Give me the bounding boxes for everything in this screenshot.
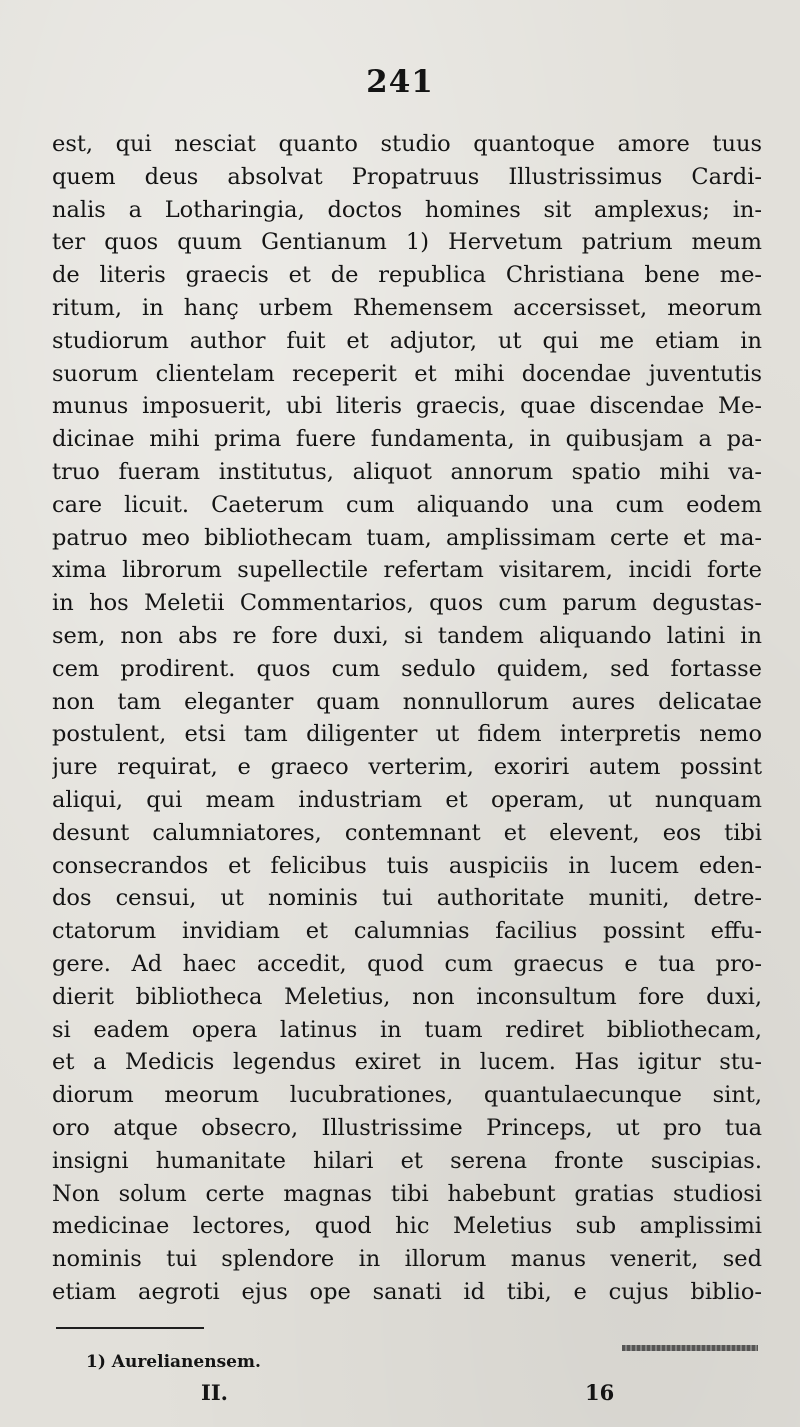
text-line: studiorum author fuit et adjutor, ut qui me etiam in xyxy=(52,327,762,354)
text-line: truo fueram institutus, aliquot annorum spatio mihi va- xyxy=(52,458,762,485)
text-line: et a Medicis legendus exiret in lucem. Has igitur stu- xyxy=(52,1049,762,1076)
text-line: diorum meorum lucubrationes, quantulaecunque sint, xyxy=(52,1082,762,1109)
footnote: 1) Aurelianensem. xyxy=(86,1352,261,1372)
body-text xyxy=(52,128,762,1309)
text-line: dos censui, ut nominis tui authoritate muniti, detre- xyxy=(52,885,762,912)
text-line: quem deus absolvat Propatruus Illustrissimus Cardi- xyxy=(52,163,762,190)
page-number: 241 xyxy=(366,64,434,100)
text-line: nominis tui splendore in illorum manus venerit, sed xyxy=(52,1246,762,1273)
text-line: suorum clientelam receperit et mihi docendae juventutis xyxy=(52,360,762,387)
text-line: est, qui nesciat quanto studio quantoque amore tuus xyxy=(52,131,762,157)
text-line: non tam eleganter quam nonnullorum aures delicatae xyxy=(52,688,762,715)
gathering-number: 16 xyxy=(585,1380,615,1405)
text-line: ctatorum invidiam et calumnias facilius possint effu- xyxy=(52,918,762,945)
print-smudge xyxy=(622,1345,758,1351)
text-line: dierit bibliotheca Meletius, non inconsultum fore duxi, xyxy=(52,983,762,1010)
text-line: oro atque obsecro, Illustrissime Princeps, ut pro tua xyxy=(52,1114,762,1141)
text-line: xima librorum supellectile refertam visitarem, incidi forte xyxy=(52,557,762,584)
text-line: postulent, etsi tam diligenter ut fidem interpretis nemo xyxy=(52,721,762,748)
text-line: desunt calumniatores, contemnant et elevent, eos tibi xyxy=(52,819,762,846)
text-line: jure requirat, e graeco verterim, exoriri autem possint xyxy=(52,754,762,781)
text-line: si eadem opera latinus in tuam rediret bibliothecam, xyxy=(52,1016,762,1043)
text-line: aliqui, qui meam industriam et operam, ut nunquam xyxy=(52,786,762,813)
text-line: nalis a Lotharingia, doctos homines sit amplexus; in- xyxy=(52,196,762,223)
text-line: care licuit. Caeterum cum aliquando una cum eodem xyxy=(52,491,762,518)
footnote-rule xyxy=(56,1327,204,1329)
text-line: insigni humanitate hilari et serena fronte suscipias. xyxy=(52,1147,762,1174)
text-line: in hos Meletii Commentarios, quos cum parum degustas- xyxy=(52,590,762,617)
text-line: cem prodirent. quos cum sedulo quidem, sed fortasse xyxy=(52,655,762,682)
text-line: etiam aegroti ejus ope sanati id tibi, e cujus biblio- xyxy=(52,1278,762,1305)
text-line: medicinae lectores, quod hic Meletius sub amplissimi xyxy=(52,1213,762,1240)
text-line: ter quos quum Gentianum 1) Hervetum patrium meum xyxy=(52,229,762,256)
text-line: ritum, in hanç urbem Rhemensem accersisset, meorum xyxy=(52,294,762,321)
text-line: patruo meo bibliothecam tuam, amplissimam certe et ma- xyxy=(52,524,762,551)
text-line: dicinae mihi prima fuere fundamenta, in quibusjam a pa- xyxy=(52,426,762,453)
text-line: consecrandos et felicibus tuis auspiciis in lucem eden- xyxy=(52,852,762,879)
text-line: munus imposuerit, ubi literis graecis, quae discendae Me- xyxy=(52,393,762,420)
text-line: de literis graecis et de republica Christiana bene me- xyxy=(52,262,762,289)
text-line: Non solum certe magnas tibi habebunt gratias studiosi xyxy=(52,1180,762,1207)
signature-mark: II. xyxy=(201,1380,228,1405)
text-line: sem, non abs re fore duxi, si tandem aliquando latini in xyxy=(52,622,762,649)
text-line: gere. Ad haec accedit, quod cum graecus e tua pro- xyxy=(52,950,762,977)
